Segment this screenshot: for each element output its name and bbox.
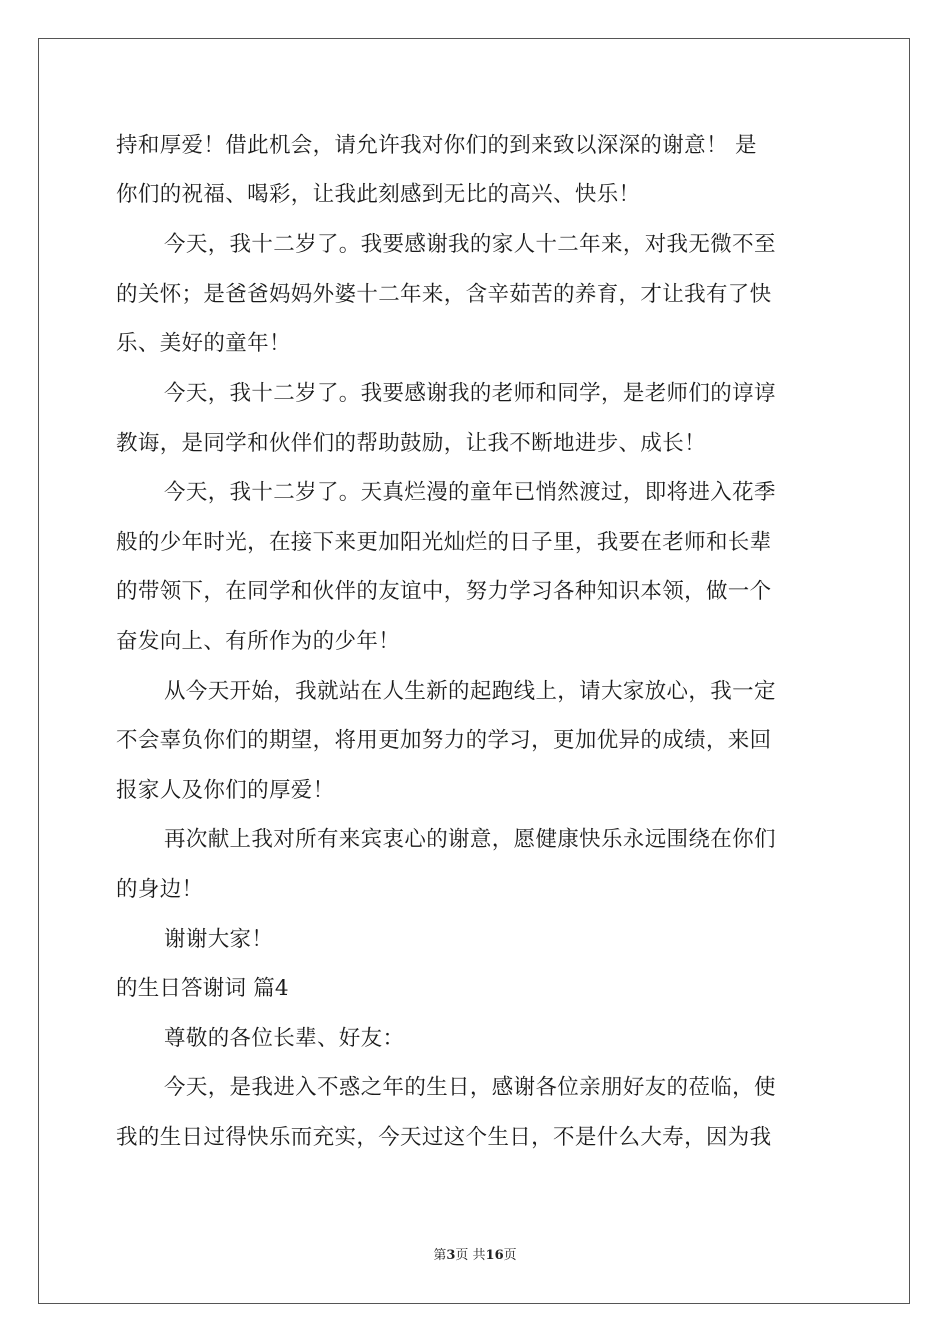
text-line: 报家人及你们的厚爱！ [116,778,335,803]
footer-mid: 页 共 [455,1248,486,1263]
paragraph-start-line: 再次献上我对所有来宾衷心的谢意，愿健康快乐永远围绕在你们 [164,827,776,852]
text-line: 不会辜负你们的期望，将用更加努力的学习，更加优异的成绩，来回 [116,728,772,753]
footer-total-pages: 16 [485,1248,504,1263]
footer-suffix: 页 [503,1248,517,1263]
text-line: 的带领下，在同学和伙伴的友谊中，努力学习各种知识本领，做一个 [116,579,772,604]
text-line: 你们的祝福、喝彩，让我此刻感到无比的高兴、快乐！ [116,182,641,207]
text-line: 的关怀；是爸爸妈妈外婆十二年来，含辛茹苦的养育，才让我有了快 [116,282,772,307]
text-line: 持和厚爱！借此机会，请允许我对你们的到来致以深深的谢意！ 是 [116,133,757,158]
paragraph-start-line: 今天，是我进入不惑之年的生日，感谢各位亲朋好友的莅临，使 [164,1075,776,1100]
text-line: 般的少年时光，在接下来更加阳光灿烂的日子里，我要在老师和长辈 [116,530,772,555]
text-line: 我的生日过得快乐而充实，今天过这个生日，不是什么大寿，因为我 [116,1125,772,1150]
section-heading: 的生日答谢词 篇4 [116,976,289,1001]
paragraph-start-line: 今天，我十二岁了。天真烂漫的童年已悄然渡过，即将进入花季 [164,480,776,505]
page-footer [0,1246,950,1266]
salutation-line: 尊敬的各位长辈、好友： [164,1026,405,1051]
closing-line: 谢谢大家！ [164,927,274,952]
footer-page-number: 3 [446,1248,456,1263]
text-line: 乐、美好的童年！ [116,331,291,356]
text-line: 教诲，是同学和伙伴们的帮助鼓励，让我不断地进步、成长！ [116,431,706,456]
text-line: 的身边！ [116,877,204,902]
footer-prefix: 第 [433,1248,447,1263]
text-line: 奋发向上、有所作为的少年！ [116,629,401,654]
paragraph-start-line: 从今天开始，我就站在人生新的起跑线上，请大家放心，我一定 [164,679,776,704]
paragraph-start-line: 今天，我十二岁了。我要感谢我的家人十二年来，对我无微不至 [164,232,776,257]
paragraph-start-line: 今天，我十二岁了。我要感谢我的老师和同学，是老师们的谆谆 [164,381,776,406]
